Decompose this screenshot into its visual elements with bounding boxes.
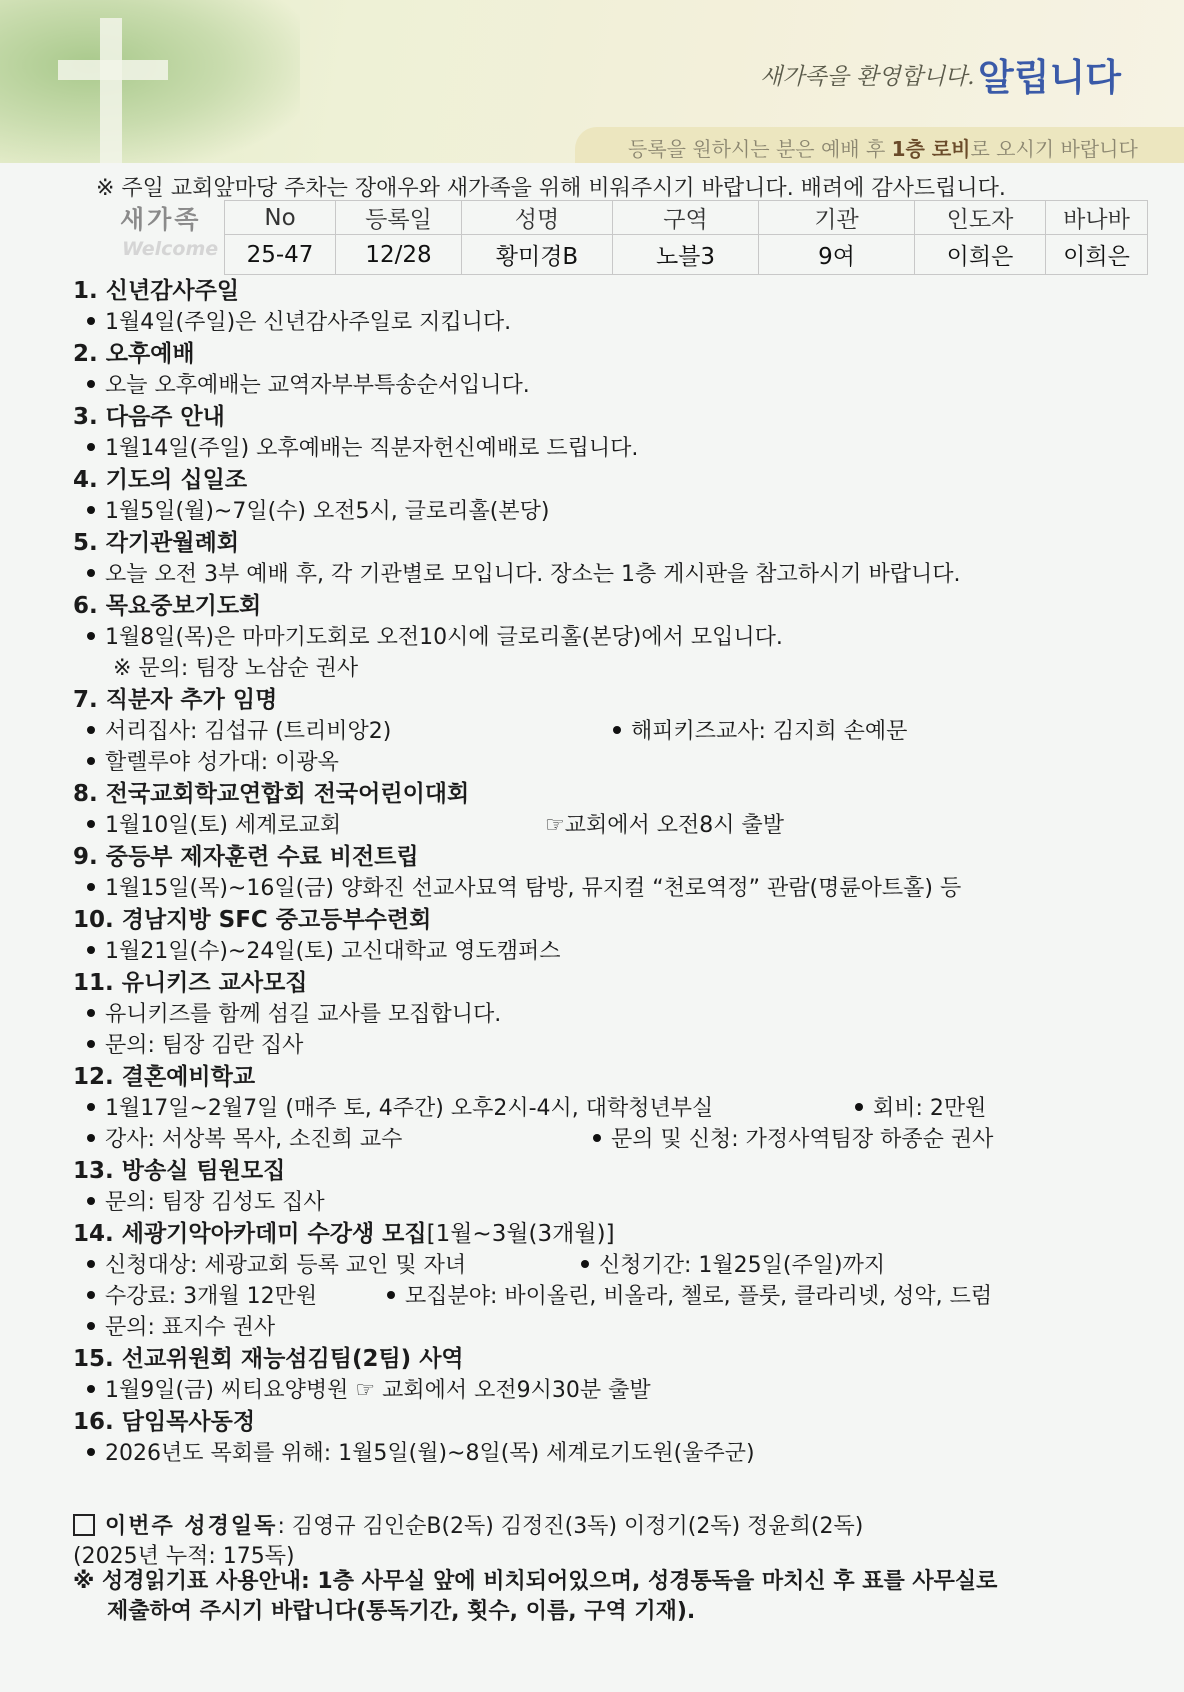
- bullet-icon: [87, 1040, 95, 1048]
- bullet-icon: [87, 1448, 95, 1456]
- item-text: 모집분야: 바이올린, 비올라, 첼로, 플룻, 클라리넷, 성악, 드럼: [405, 1284, 993, 1309]
- bullet-icon: [87, 1009, 95, 1017]
- col-header: 성명: [462, 201, 613, 235]
- item-title: 16. 담임목사동정: [73, 1409, 256, 1435]
- bullet-icon: [87, 946, 95, 954]
- item-title: 1. 신년감사주일: [73, 278, 240, 304]
- bullet-icon: [581, 1260, 589, 1268]
- item-text: 1월17일~2월7일 (매주 토, 4주간) 오후2시-4시, 대학청년부실: [105, 1096, 714, 1121]
- item-title: 4. 기도의 십일조: [73, 467, 248, 493]
- cell: 황미경B: [462, 235, 613, 275]
- bible-reading-line: [73, 1511, 863, 1542]
- item-note: ※ 문의: 팀장 노삼순 권사: [113, 656, 359, 681]
- list-item: [73, 590, 1173, 684]
- bullet-icon: [87, 506, 95, 514]
- item-line: [73, 1438, 1173, 1469]
- bullet-icon: [87, 1197, 95, 1205]
- item-line: [73, 747, 1173, 778]
- bullet-icon: [87, 1322, 95, 1330]
- list-item: [73, 275, 1173, 338]
- cell: 9여: [759, 235, 915, 275]
- checkbox-icon: [73, 1514, 95, 1536]
- item-text: 문의: 팀장 김성도 집사: [105, 1190, 325, 1215]
- item-text: 1월21일(수)~24일(토) 고신대학교 영도캠퍼스: [105, 939, 561, 964]
- item-title: 3. 다음주 안내: [73, 404, 225, 430]
- bullet-icon: [593, 1134, 601, 1142]
- col-header: 등록일: [336, 201, 462, 235]
- item-text: 문의: 표지수 권사: [105, 1315, 276, 1340]
- bible-reading: [73, 1511, 863, 1572]
- item-line: [73, 716, 1173, 747]
- announcement-list: [73, 275, 1173, 1469]
- bullet-icon: [87, 380, 95, 388]
- item-text: 1월9일(금) 씨티요양병원 ☞ 교회에서 오전9시30분 출발: [105, 1378, 651, 1403]
- list-item: [73, 1218, 1173, 1343]
- bullet-icon: [87, 569, 95, 577]
- item-text: 1월14일(주일) 오후예배는 직분자헌신예배로 드립니다.: [105, 436, 639, 461]
- item-line: [73, 810, 1173, 841]
- bullet-icon: [87, 1291, 95, 1299]
- bible-reading-names: : 김영규 김인순B(2독) 김정진(3독) 이정기(2독) 정윤희(2독): [277, 1514, 864, 1539]
- item-line: [73, 370, 1173, 401]
- cell: 12/28: [336, 235, 462, 275]
- welcome-script: 새가족을 환영합니다.: [760, 64, 975, 90]
- item-title: 12. 결혼예비학교: [73, 1064, 256, 1090]
- list-item: [73, 527, 1173, 590]
- list-item: [73, 338, 1173, 401]
- page-title: 알립니다: [978, 56, 1121, 99]
- bible-reading-cumulative: (2025년 누적: 175독): [73, 1544, 295, 1569]
- item-text: 문의 및 신청: 가정사역팀장 하종순 권사: [611, 1127, 994, 1152]
- item-line: [73, 496, 1173, 527]
- item-col2: [387, 1281, 992, 1312]
- col-header: No: [225, 201, 336, 235]
- list-item: [73, 967, 1173, 1061]
- item-text: 해피키즈교사: 김지희 손예문: [631, 719, 908, 744]
- item-text: 오늘 오전 3부 예배 후, 각 기관별로 모입니다. 장소는 1층 게시판을 참고하시기 바랍니다.: [105, 562, 961, 587]
- list-item: [73, 904, 1173, 967]
- bullet-icon: [387, 1291, 395, 1299]
- item-title-text: 14. 세광기악아카데미 수강생 모집: [73, 1221, 427, 1247]
- item-text: 2026년도 목회를 위해: 1월5일(월)~8일(목) 세계로기도원(울주군): [105, 1441, 755, 1466]
- item-text: 수강료: 3개월 12만원: [105, 1284, 318, 1309]
- item-title: 6. 목요중보기도회: [73, 593, 262, 619]
- item-text: 신청대상: 세광교회 등록 교인 및 자녀: [105, 1253, 467, 1278]
- registration-text: 등록을 원하시는 분은 예배 후 1층 로비로 오시기 바랍니다: [628, 137, 1138, 161]
- cell: 25-47: [225, 235, 336, 275]
- bible-reading-label: 이번주 성경일독: [105, 1513, 278, 1539]
- item-title: 11. 유니키즈 교사모집: [73, 970, 308, 996]
- item-title: 15. 선교위원회 재능섬김팀(2팀) 사역: [73, 1346, 464, 1372]
- item-line: [73, 1187, 1173, 1218]
- item-text: 회비: 2만원: [873, 1096, 987, 1121]
- item-line: [73, 622, 1173, 653]
- item-text: 신청기간: 1월25일(주일)까지: [599, 1253, 886, 1278]
- item-line: [73, 1281, 1173, 1312]
- item-text: 1월4일(주일)은 신년감사주일로 지킵니다.: [105, 310, 512, 335]
- list-item: [73, 401, 1173, 464]
- col-header: 바나바: [1046, 201, 1148, 235]
- item-line: [73, 559, 1173, 590]
- item-title: 10. 경남지방 SFC 중고등부수련회: [73, 907, 432, 933]
- item-title: 8. 전국교회학교연합회 전국어린이대회: [73, 781, 470, 807]
- cell: 이희은: [915, 235, 1046, 275]
- newcomer-label-en: Welcome: [122, 238, 219, 260]
- item-line: [73, 1030, 1173, 1061]
- list-item: [73, 1061, 1173, 1155]
- item-line: [73, 1250, 1173, 1281]
- bullet-icon: [87, 820, 95, 828]
- item-text: 오늘 오후예배는 교역자부부특송순서입니다.: [105, 373, 530, 398]
- item-line: [73, 936, 1173, 967]
- col-header: 기관: [759, 201, 915, 235]
- item-line: [73, 307, 1173, 338]
- item-text: 할렐루야 성가대: 이광옥: [105, 750, 339, 775]
- item-title: [73, 1218, 1173, 1250]
- item-col2: [593, 1124, 993, 1155]
- item-text: 1월10일(토) 세계로교회: [105, 813, 342, 838]
- table-row: [225, 235, 1148, 275]
- bullet-icon: [87, 1134, 95, 1142]
- item-line: [73, 433, 1173, 464]
- item-title: 9. 중등부 제자훈련 수료 비전트립: [73, 844, 419, 870]
- newcomer-table: [224, 200, 1148, 275]
- item-line: [73, 1124, 1173, 1155]
- item-text: 유니키즈를 함께 섬길 교사를 모집합니다.: [105, 1002, 502, 1027]
- item-col2: ☞교회에서 오전8시 출발: [545, 813, 784, 838]
- bible-guide: [73, 1567, 997, 1627]
- bullet-icon: [87, 632, 95, 640]
- item-title-suffix: [1월~3월(3개월)]: [426, 1221, 615, 1247]
- item-text: 1월5일(월)~7일(수) 오전5시, 글로리홀(본당): [105, 499, 550, 524]
- bullet-icon: [855, 1103, 863, 1111]
- bullet-icon: [87, 443, 95, 451]
- cell: 이희은: [1046, 235, 1148, 275]
- list-item: [73, 1155, 1173, 1218]
- item-col2: [581, 1250, 885, 1281]
- item-line: [73, 873, 1173, 904]
- bullet-icon: [87, 726, 95, 734]
- item-line: [73, 1312, 1173, 1343]
- item-text: 1월15일(목)~16일(금) 양화진 선교사묘역 탐방, 뮤지컬 “천로역정” 관람(명륜아트홀) 등: [105, 876, 962, 901]
- table-header-row: [225, 201, 1148, 235]
- list-item: [73, 684, 1173, 778]
- list-item: [73, 841, 1173, 904]
- list-item: [73, 464, 1173, 527]
- item-title: 5. 각기관월례회: [73, 530, 240, 556]
- guide-line: ※ 성경읽기표 사용안내: 1층 사무실 앞에 비치되어있으며, 성경통독을 마치신 후 표를 사무실로: [73, 1569, 998, 1594]
- item-text: 문의: 팀장 김란 집사: [105, 1033, 304, 1058]
- item-text: 서리집사: 김섭규 (트리비앙2): [105, 719, 392, 744]
- bullet-icon: [87, 317, 95, 325]
- item-col2: [855, 1093, 986, 1124]
- list-item: [73, 1343, 1173, 1406]
- bullet-icon: [87, 757, 95, 765]
- item-line: [73, 1093, 1173, 1124]
- list-item: [73, 778, 1173, 841]
- bullet-icon: [87, 1103, 95, 1111]
- bullet-icon: [87, 883, 95, 891]
- item-line: [73, 999, 1173, 1030]
- col-header: 인도자: [915, 201, 1046, 235]
- item-title: 2. 오후예배: [73, 341, 195, 367]
- item-text: 강사: 서상복 목사, 소진희 교수: [105, 1127, 403, 1152]
- guide-line: 제출하여 주시기 바랍니다(통독기간, 횟수, 이름, 구역 기재).: [107, 1599, 696, 1624]
- item-line: [73, 1375, 1173, 1406]
- item-col2: [613, 716, 907, 747]
- list-item: [73, 1406, 1173, 1469]
- bullet-icon: [87, 1260, 95, 1268]
- bullet-icon: [87, 1385, 95, 1393]
- bullet-icon: [613, 726, 621, 734]
- cross-icon: [58, 18, 188, 163]
- col-header: 구역: [613, 201, 759, 235]
- item-title: 13. 방송실 팀원모집: [73, 1158, 286, 1184]
- parking-notice: ※ 주일 교회앞마당 주차는 장애우와 새가족을 위해 비워주시기 바랍니다. 배려에 감사드립니다.: [96, 176, 1006, 201]
- cell: 노블3: [613, 235, 759, 275]
- item-title: 7. 직분자 추가 임명: [73, 687, 278, 713]
- item-text: 1월8일(목)은 마마기도회로 오전10시에 글로리홀(본당)에서 모입니다.: [105, 625, 783, 650]
- newcomer-label: 새가족: [120, 205, 202, 234]
